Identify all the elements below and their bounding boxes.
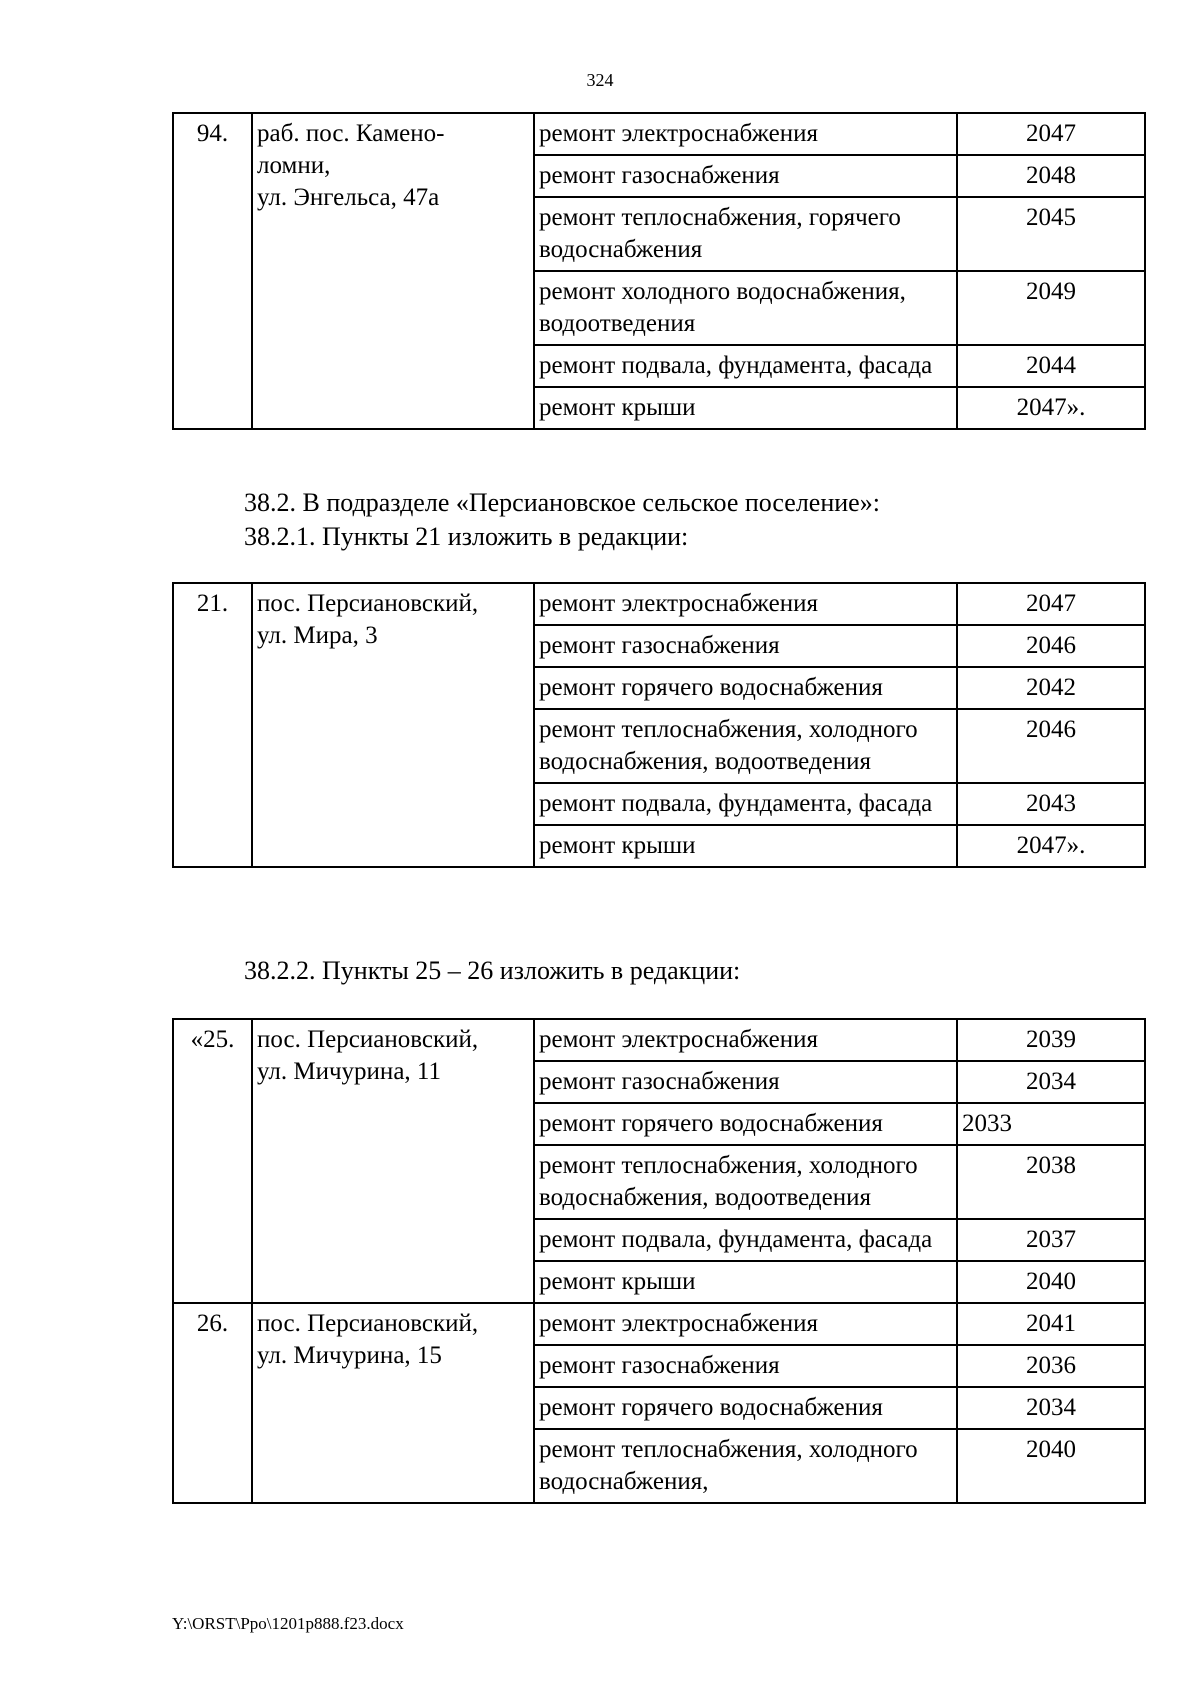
work-type: ремонт электроснабжения [534,113,957,155]
table-row [173,583,1145,625]
item-address: пос. Персиановский, ул. Мичурина, 15 [252,1303,534,1503]
register-table-21 [172,582,1146,868]
work-year: 2041 [957,1303,1145,1345]
work-year: 2046 [957,625,1145,667]
work-type: ремонт газоснабжения [534,625,957,667]
work-type: ремонт электроснабжения [534,583,957,625]
item-number: «25. [173,1019,252,1303]
table-row [173,1019,1145,1061]
file-path-footer: Y:\ORST\Ppo\1201p888.f23.docx [172,1614,404,1633]
work-type: ремонт холодного водоснабжения, водоотведения [534,271,957,345]
work-year: 2042 [957,667,1145,709]
work-type: ремонт электроснабжения [534,1303,957,1345]
work-type: ремонт газоснабжения [534,1061,957,1103]
work-type: ремонт теплоснабжения, холодного водоснабжения, [534,1429,957,1503]
paragraph-38-2: 38.2. В подразделе «Персиановское сельское поселение»: [244,488,880,517]
work-year: 2034 [957,1061,1145,1103]
item-number: 26. [173,1303,252,1503]
paragraph-38-2-1: 38.2.1. Пункты 21 изложить в редакции: [244,522,689,551]
work-year: 2047 [957,113,1145,155]
work-type: ремонт газоснабжения [534,1345,957,1387]
register-table-94 [172,112,1146,430]
work-type: ремонт газоснабжения [534,155,957,197]
work-year: 2044 [957,345,1145,387]
work-type: ремонт крыши [534,387,957,429]
work-year: 2047». [957,825,1145,867]
work-type: ремонт подвала, фундамента, фасада [534,1219,957,1261]
table-row [173,1303,1145,1345]
work-type: ремонт крыши [534,1261,957,1303]
item-number: 21. [173,583,252,867]
work-year: 2048 [957,155,1145,197]
item-address: пос. Персиановский, ул. Мичурина, 11 [252,1019,534,1303]
work-year: 2039 [957,1019,1145,1061]
work-type: ремонт теплоснабжения, холодного водоснабжения, водоотведения [534,1145,957,1219]
work-type: ремонт крыши [534,825,957,867]
work-year: 2047». [957,387,1145,429]
work-type: ремонт теплоснабжения, холодного водоснабжения, водоотведения [534,709,957,783]
work-type: ремонт подвала, фундамента, фасада [534,783,957,825]
work-year: 2047 [957,583,1145,625]
work-type: ремонт горячего водоснабжения [534,1103,957,1145]
work-year: 2036 [957,1345,1145,1387]
item-address: пос. Персиановский, ул. Мира, 3 [252,583,534,867]
work-year: 2040 [957,1429,1145,1503]
register-table-25-26 [172,1018,1146,1504]
work-year: 2046 [957,709,1145,783]
item-number: 94. [173,113,252,429]
paragraph-38-2-2: 38.2.2. Пункты 25 – 26 изложить в редакции: [244,956,741,985]
work-year: 2043 [957,783,1145,825]
work-year: 2034 [957,1387,1145,1429]
work-type: ремонт горячего водоснабжения [534,1387,957,1429]
work-type: ремонт горячего водоснабжения [534,667,957,709]
work-year: 2037 [957,1219,1145,1261]
work-type: ремонт подвала, фундамента, фасада [534,345,957,387]
work-type: ремонт электроснабжения [534,1019,957,1061]
page-number: 324 [586,70,614,90]
work-year: 2033 [957,1103,1145,1145]
work-year: 2049 [957,271,1145,345]
work-year: 2040 [957,1261,1145,1303]
item-address: раб. пос. Камено- ломни, ул. Энгельса, 47а [252,113,534,429]
work-year: 2038 [957,1145,1145,1219]
work-year: 2045 [957,197,1145,271]
table-row [173,113,1145,155]
work-type: ремонт теплоснабжения, горячего водоснабжения [534,197,957,271]
